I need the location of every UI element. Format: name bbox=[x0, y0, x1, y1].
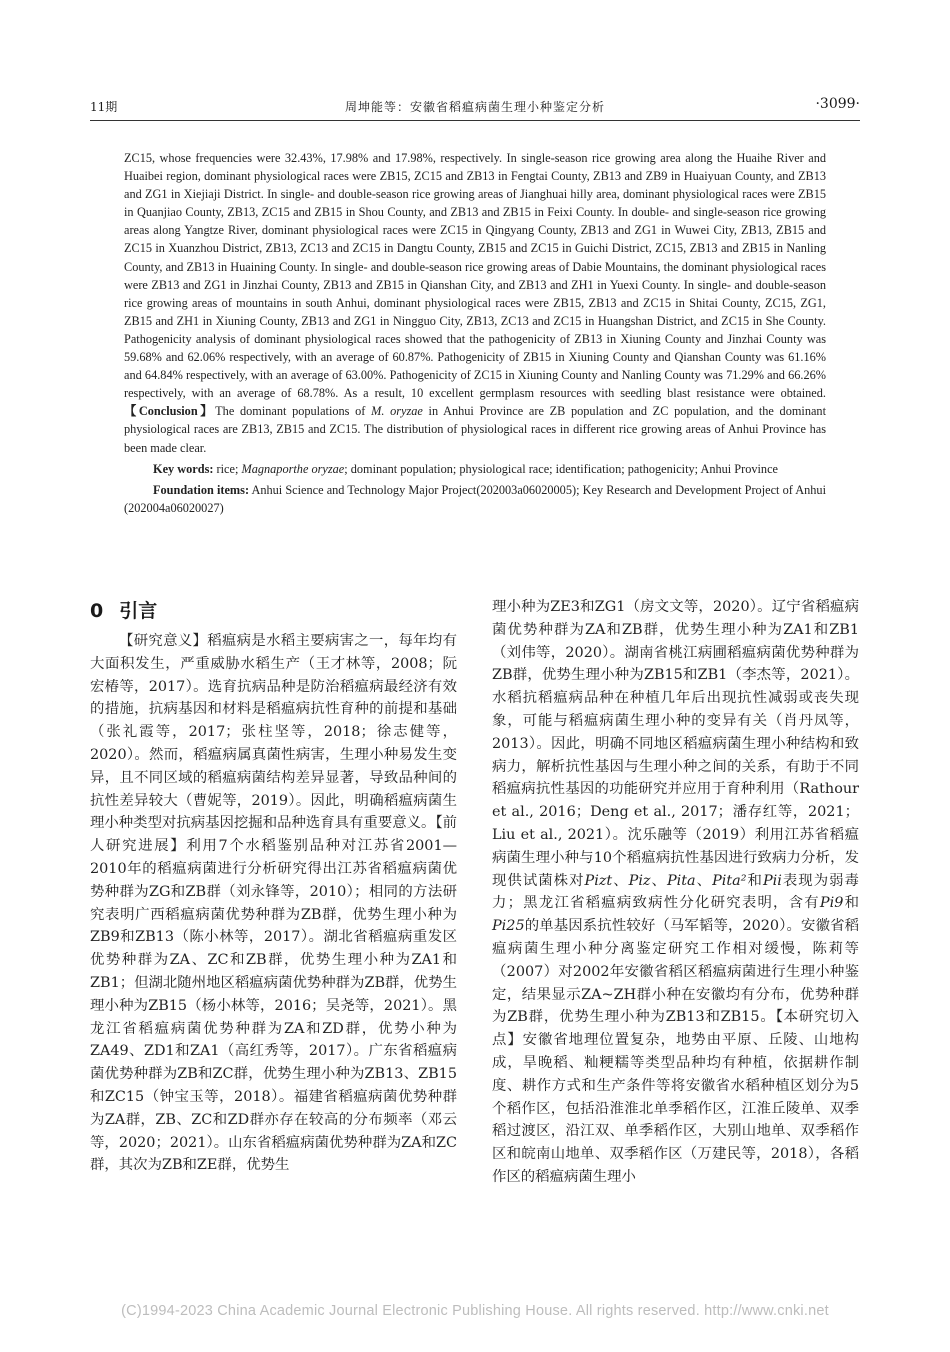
section-title: 引言 bbox=[119, 600, 158, 622]
english-abstract bbox=[124, 149, 826, 517]
section-number: 0 bbox=[90, 600, 104, 622]
conclusion-label: 【Conclusion】 bbox=[124, 404, 216, 419]
running-header bbox=[90, 96, 860, 116]
gene-name: Pii bbox=[762, 872, 782, 889]
gene-name: Pita² bbox=[712, 872, 747, 889]
copyright-footer: (C)1994-2023 China Academic Journal Electronic Publishing House. All rights reserved. http://www.cnki.net bbox=[121, 1303, 829, 1319]
gene-name: Piz bbox=[628, 872, 651, 889]
abstract-body: ZC15, whose frequencies were 32.43%, 17.98% and 17.98%, respectively. In single-season rice growing area along the Huaihe River and Huaibei region, dominant physiological races were ZB15, ZC15 and ZB13 in Fengtai County, ZB13 and ZB9 in Huaiyuan County, and ZB13 and ZG1 in Xiejiaji District. In single- and double-season rice growing areas of Jianghuai hilly area, dominant physiological races were ZB15 in Quanjiao County, ZB13, ZC15 and ZB15 in Shou County, and ZB13 and ZB15 in Feixi County. In double- and single-season rice growing areas along Yangtze River, dominant physiological races were ZC15 in Qingyang County, ZB13 and ZG1 in Wuwei City, ZB13, ZB15 and ZC15 in Xuanzhou District, ZB13, ZC13 and ZC15 in Dangtu County, ZB15 and ZC15 in Guichi District, ZC15, ZB13 and ZB15 in Nanling County, and ZB13 in Huaining County. In single- and double-season rice growing areas of Dabie Mountains, the dominant physiological races were ZB13 and ZG1 in Jinzhai County, ZB13 and ZB15 in Qianshan City, and ZB13 and ZH1 in Yuexi County. In single- and double-season rice growing areas of mountains in south Anhui, dominant physiological races were ZB15, ZB13 and ZC15 in Shitai County, ZC15, ZG1, ZB15 and ZH1 in Xiuning County, ZB13 and ZG1 in Ningguo City, ZB13, ZC13 and ZC15 in Huangshan District, and ZC15 in She County. Pathogenicity analysis of dominant physiological races showed that the pathogenicity of ZB13 in Xiuning County and Jinzhai County was 59.68% and 62.06% respectively, with an average of 60.87%. Pathogenicity of ZB15 in Xiuning County and Qianshan County was 61.16% and 64.84% respectively, with an average of 63.00%. Pathogenicity of ZC15 in Xiuning County and Nanling County was 71.29% and 66.26% respectively, with an average of 68.78%. As a result, 10 excellent germplasm resources with seedling blast resistance were obtained.【Conclusion】The dominant populations of M. oryzae in Anhui Province are ZB population and ZC population, and the dominant physiological races are ZB13, ZB15 and ZC15. The distribution of physiological races in different rice growing areas of Anhui Province has been made clear. bbox=[124, 151, 826, 455]
right-column bbox=[492, 596, 859, 1189]
gene-name: Pi25 bbox=[492, 918, 525, 935]
intro-paragraph-left: 【研究意义】稻瘟病是水稻主要病害之一，每年均有大面积发生，严重威胁水稻生产（王才林等，2008；阮宏椿等，2017）。选育抗病品种是防治稻瘟病最经济有效的措施，抗病基因和材料是稻瘟病抗性育种的前提和基础（张礼霞等，2017；张柱坚等，2018；徐志健等，2020）。然而，稻瘟病属真菌性病害，生理小种易发生变异，且不同区域的稻瘟病菌结构差异显著，导致品种间的抗性差异较大（曹妮等，2019）。因此，明确稻瘟病菌生理小种类型对抗病基因挖掘和品种选育具有重要意义。【前人研究进展】利用7个水稻鉴别品种对江苏省2001—2010年的稻瘟病菌进行分析研究得出江苏省稻瘟病菌优势种群为ZG和ZB群（刘永锋等，2010）；相同的方法研究表明广西稻瘟病菌优势种群为ZB群，优势生理小种为ZB9和ZB13（陈小林等，2017）。湖北省稻瘟病重发区优势种群为ZA、ZC和ZB群，优势生理小种为ZA1和ZB1；但湖北随州地区稻瘟病菌优势种群为ZB群，优势生理小种为ZB15（杨小林等，2016；吴尧等，2021）。黑龙江省稻瘟病菌优势种群为ZA和ZD群，优势小种为ZA49、ZD1和ZA1（高红秀等，2017）。广东省稻瘟病菌优势种群为ZB和ZC群，优势生理小种为ZB13、ZB15和ZC15（钟宝玉等，2018）。福建省稻瘟病菌优势种群为ZA群，ZB、ZC和ZD群亦存在较高的分布频率（邓云等，2020；2021）。山东省稻瘟病菌优势种群为ZA和ZC群，其次为ZB和ZE群，优势生 bbox=[90, 633, 457, 1174]
header-rule bbox=[90, 120, 860, 121]
page-number: ·3099· bbox=[815, 96, 860, 112]
left-column bbox=[90, 630, 457, 1177]
keywords-label: Key words: bbox=[153, 461, 214, 476]
section-heading bbox=[90, 596, 157, 623]
keywords: Key words: rice; Magnaporthe oryzae; dominant population; physiological race; identification; pathogenicity; Anhui Province bbox=[153, 461, 778, 476]
intro-paragraph-right: 理小种为ZE3和ZG1（房文文等，2020）。辽宁省稻瘟病菌优势种群为ZA和ZB群，优势生理小种为ZA1和ZB1（刘伟等，2020）。湖南省桃江病圃稻瘟病菌优势种群为ZB群，优势生理小种为ZB15和ZB1（李杰等，2021）。水稻抗稻瘟病品种在种植几年后出现抗性减弱或丧失现象，可能与稻瘟病菌生理小种的变异有关（肖丹凤等，2013）。因此，明确不同地区稻瘟病菌生理小种结构和致病力，解析抗性基因与生理小种之间的关系，有助于不同稻瘟病抗性基因的功能研究并应用于育种利用（Rathour et al., 2016；Deng et al., 2017；潘存红等，2021；Liu et al., 2021）。沈乐融等（2019）利用江苏省稻瘟病菌生理小种与10个稻瘟病抗性基因进行致病力分析，发现供试菌株对Pizt、Piz、Pita、Pita²和Pii表现为弱毒力；黑龙江省稻瘟病致病性分化研究表明，含有Pi9和Pi25的单基因系抗性较好（马军韬等，2020）。安徽省稻瘟病菌生理小种分离鉴定研究工作相对缓慢，陈莉等（2007）对2002年安徽省稻区稻瘟病菌进行生理小种鉴定，结果显示ZA~ZH群小种在安徽均有分布，优势种群为ZB群，优势生理小种为ZB13和ZB15。【本研究切入点】安徽省地理位置复杂，地势由平原、丘陵、山地构成，旱晚稻、籼粳糯等类型品种均有种植，依据耕作制度、耕作方式和生产条件等将安徽省水稻种植区划分为5个稻作区，包括沿淮淮北单季稻作区，江淮丘陵单、双季稻过渡区，沿江双、单季稻作区，大别山地单、双季稻作区和皖南山地单、双季稻作区（万建民等，2018），各稻作区的稻瘟病菌生理小 bbox=[492, 599, 859, 1185]
gene-name: Pita bbox=[666, 872, 696, 889]
foundation-label: Foundation items: bbox=[153, 482, 250, 497]
gene-name: Pi9 bbox=[819, 895, 844, 912]
gene-name: Pizt bbox=[584, 872, 613, 889]
foundation-items: Foundation items: Anhui Science and Technology Major Project(202003a06020005); Key Research and Development Project of Anhui (202004a06020027) bbox=[124, 482, 826, 515]
issue-number: 11期 bbox=[90, 100, 118, 114]
species-name: M. oryzae bbox=[371, 404, 423, 419]
running-title: 周坤能等：安徽省稻瘟病菌生理小种鉴定分析 bbox=[344, 100, 605, 114]
